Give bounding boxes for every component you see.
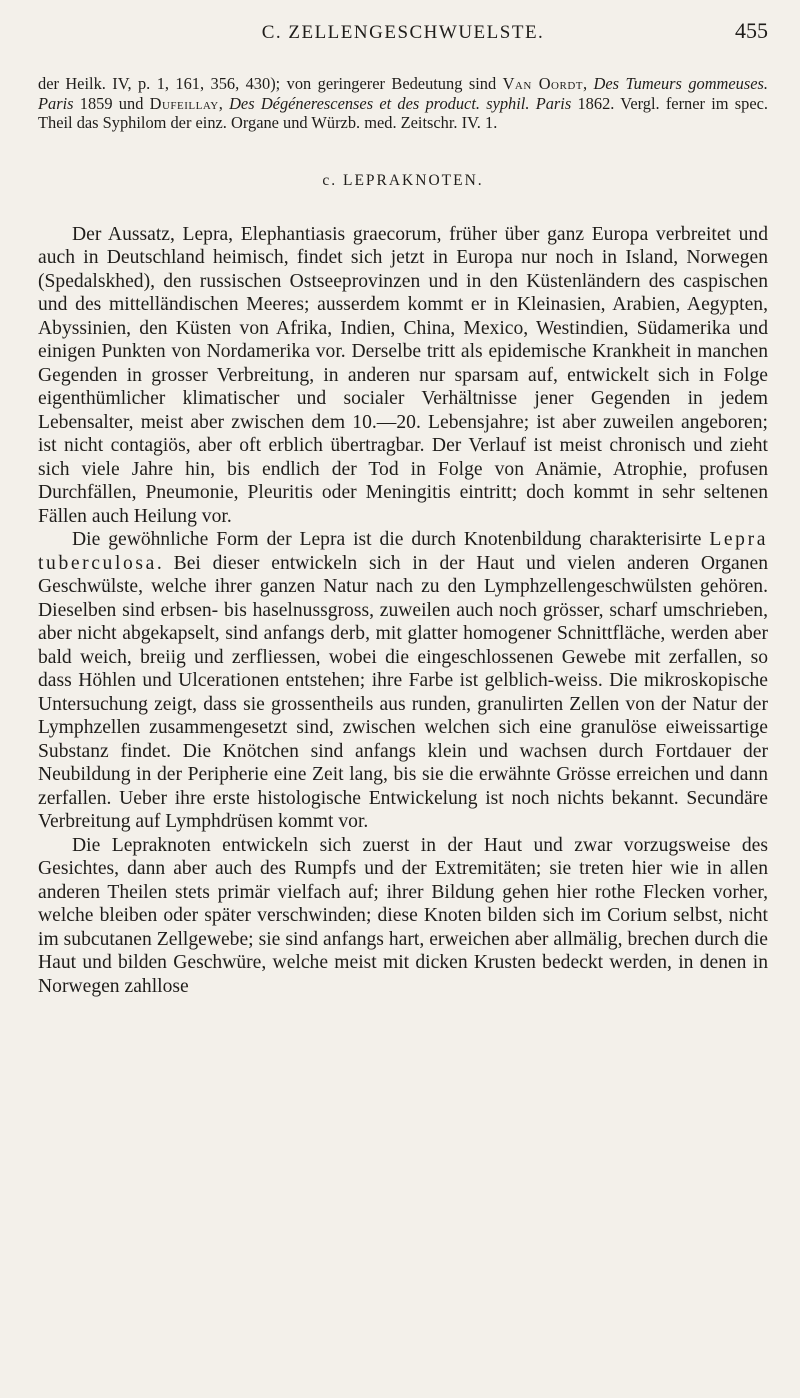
running-title: C. ZELLENGESCHWUELSTE.	[261, 22, 545, 43]
reference-text: ,	[218, 93, 230, 113]
emphasized-term: Lepra tuberculosa	[38, 529, 768, 574]
paragraph-lepra-tuberculosa	[38, 528, 768, 834]
paragraph-text: Die gewöhnliche Form der Lepra ist die durch Knotenbildung charakterisirte	[72, 529, 710, 551]
body-text	[38, 223, 768, 999]
reference-author: Dufeillay	[149, 93, 219, 113]
reference-author: Van Oordt	[502, 74, 583, 93]
running-head	[38, 16, 768, 50]
paragraph-lepraknoten: Die Lepraknoten entwickeln sich zuerst in der Haut und zwar vorzugsweise des Gesichtes, dann aber auch des Rumpfs und der Extremitäten; sie treten hier wie in allen anderen Theilen stets primär vielfach auf; ihrer Bildung gehen hier rothe Flecken vorher, welche bleiben oder später verschwinden; diese Knoten bilden sich im Corium selbst, nicht im subcutanen Zellgewebe; sie sind anfangs hart, erweichen aber allmälig, brechen durch die Haut und bilden Geschwüre, welche meist mit dicken Krusten bedeckt werden, in denen in Norwegen zahllose	[38, 834, 768, 997]
reference-text: 1862. Vergl. ferner im spec. Theil das Syphilom der einz. Organe und Würzb. med. Zeitschr. IV. 1.	[38, 93, 768, 133]
reference-title: Des Dégénerescenses et des product. syphil. Paris	[229, 93, 572, 113]
paragraph-text: . Bei dieser entwickeln sich in der Haut und vielen anderen Organen Geschwülste, welche ihrer ganzen Natur nach zu den Lymphzellengeschwülsten gehören. Dieselben sind erbsen- bis haselnussgross, zuweilen auch noch grösser, scharf umschrieben, aber nicht abgekapselt, sind anfangs derb, mit glatter homogener Schnittfläche, werden aber bald weich, breiig und zerfliessen, wobei die eingeschlossenen Gewebe mit zerfallen, so dass Höhlen und Ulcerationen entstehen; ihre Farbe ist gelblich-weiss. Die mikroskopische Untersuchung zeigt, dass sie grossentheils aus runden, granulirten Zellen von der Natur der Lymphzellen zusammengesetzt sind, zwischen welchen sich eine granulöse eiweissartige Substanz findet. Die Knötchen sind anfangs klein und wachsen durch Fortdauer der Neubildung in der Peripherie eine Zeit lang, bis sie die erwähnte Grösse erreichen und dann zerfallen. Ueber ihre erste histologische Entwickelung ist noch nichts bekannt. Secundäre Verbreitung auf Lymphdrüsen kommt vor.	[38, 552, 768, 833]
reference-text: der Heilk. IV, p. 1, 161, 356, 430); von geringerer Bedeutung sind	[38, 74, 503, 93]
reference-title: Des Tumeurs gommeuses. Paris	[38, 74, 768, 113]
paragraph-aussatz: Der Aussatz, Lepra, Elephantiasis graecorum, früher über ganz Europa verbreitet und auch in Deutschland heimisch, findet sich jetzt in Europa nur noch in Island, Norwegen (Spedalskhed), den russischen Ostseeprovinzen und in den Küstenländern des caspischen und des mittelländischen Meeres; ausserdem kommt er in Kleinasien, Arabien, Aegypten, Abyssinien, den Küsten von Afrika, Indien, China, Mexico, Westindien, Südamerika und einigen Punkten von Nordamerika vor. Derselbe tritt als epidemische Krankheit in manchen Gegenden in grosser Verbreitung, in anderen nur sparsam auf, entwickelt sich in Folge eigenthümlicher klimatischer und socialer Verhältnisse jener Gegenden in jedem Lebensalter, meist aber zwischen dem 10.—20. Lebensjahre; ist aber zuweilen angeboren; ist nicht contagiös, aber oft erblich übertragbar. Der Verlauf ist meist chronisch und zieht sich viele Jahre hin, bis endlich der Tod in Folge von Anämie, Atrophie, profusen Durchfällen, Pneumonie, Pleuritis oder Meningitis eintritt; doch kommt in sehr seltenen Fällen auch Heilung vor.	[38, 223, 768, 527]
section-heading: c. LEPRAKNOTEN.	[322, 171, 484, 189]
page-number: 455	[735, 18, 768, 43]
reference-text: ,	[583, 74, 594, 93]
reference-footnote	[38, 74, 768, 133]
reference-text: 1859 und	[73, 93, 150, 113]
